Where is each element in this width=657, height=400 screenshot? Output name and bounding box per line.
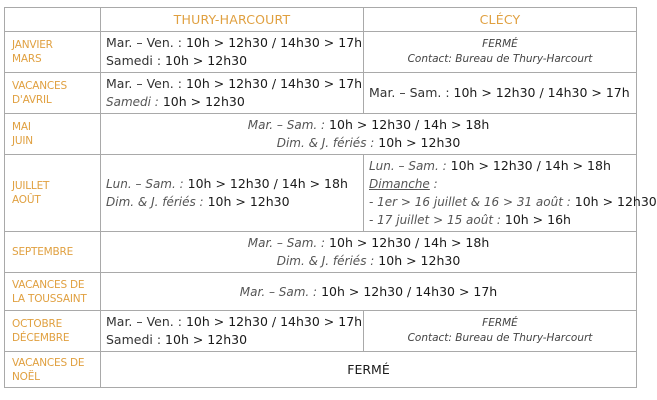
day-label: Mar. – Ven. :	[106, 76, 182, 91]
period-line: JUILLET	[12, 180, 50, 192]
day-label: Mar. – Sam. :	[247, 236, 326, 250]
hours-line	[106, 193, 358, 211]
table-row	[5, 32, 637, 73]
hours-line	[106, 93, 358, 111]
hours-line	[106, 234, 631, 252]
day-label: Mar. – Sam. :	[369, 85, 450, 100]
hours-value: 10h > 12h30	[162, 94, 245, 109]
day-label: - 1er > 16 juillet & 16 > 31 août :	[369, 195, 571, 209]
period-cell	[5, 311, 101, 352]
header-clecy: CLÉCY	[364, 8, 637, 32]
table-row	[5, 352, 637, 388]
day-label: Samedi :	[106, 332, 162, 347]
hours-line	[369, 193, 657, 211]
hours-line	[106, 34, 363, 52]
period-cell	[5, 114, 101, 155]
hours-value: 10h > 12h30 / 14h > 18h	[329, 235, 490, 250]
merged-hours-cell	[101, 232, 637, 273]
thury-hours-cell	[101, 155, 364, 232]
hours-line	[106, 331, 358, 349]
period-line: VACANCES	[12, 80, 67, 92]
hours-value: 10h > 12h30 / 14h > 18h	[450, 158, 611, 173]
table-row	[5, 311, 637, 352]
hours-line	[106, 116, 631, 134]
hours-line	[106, 283, 631, 301]
merged-hours-cell	[101, 273, 637, 311]
hours-line	[106, 313, 363, 331]
period-line: JUIN	[12, 135, 33, 147]
closed-label: FERMÉ	[482, 38, 518, 50]
hours-line	[369, 157, 631, 175]
table-row	[5, 114, 637, 155]
thury-hours-cell	[101, 311, 364, 352]
table-row	[5, 155, 637, 232]
period-line: JANVIER	[12, 39, 53, 51]
hours-line	[106, 252, 631, 270]
hours-line	[106, 52, 358, 70]
period-line: MARS	[12, 53, 42, 65]
period-line: LA TOUSSAINT	[12, 292, 87, 305]
merged-hours-cell	[101, 114, 637, 155]
hours-value: 10h > 12h30 / 14h > 18h	[329, 117, 490, 132]
sunday-colon: :	[429, 177, 438, 191]
hours-line	[106, 134, 631, 152]
period-cell	[5, 73, 101, 114]
period-line: OCTOBRE	[12, 318, 63, 330]
table-row	[5, 232, 637, 273]
period-line: SEPTEMBRE	[12, 246, 74, 258]
clecy-hours-cell	[364, 155, 657, 232]
period-cell	[5, 232, 101, 273]
day-label: - 17 juillet > 15 août :	[369, 213, 501, 227]
sunday-heading	[369, 175, 631, 193]
thury-hours-cell	[101, 73, 364, 114]
hours-line	[369, 84, 631, 102]
hours-value: 10h > 12h30 / 14h > 18h	[187, 176, 348, 191]
hours-value: 10h > 16h	[504, 212, 571, 227]
hours-value: 10h > 12h30	[574, 194, 657, 209]
day-label: Dim. & J. fériés :	[276, 254, 375, 268]
period-line: NOËL	[12, 370, 40, 383]
hours-value: 10h > 12h30	[207, 194, 290, 209]
day-label: Dim. & J. fériés :	[106, 195, 204, 209]
day-label: Mar. – Ven. :	[106, 35, 182, 50]
hours-value: 10h > 12h30 / 14h30 > 17h	[185, 314, 363, 329]
hours-value: 10h > 12h30 / 14h30 > 17h	[453, 85, 630, 100]
period-line: VACANCES DE	[12, 278, 85, 291]
period-line: D'AVRIL	[12, 94, 52, 106]
closed-merged-cell: FERMÉ	[101, 352, 637, 388]
period-cell	[5, 32, 101, 73]
opening-hours-table	[4, 7, 657, 388]
day-label: Mar. – Sam. :	[239, 284, 318, 299]
contact-note: Contact: Bureau de Thury-Harcourt	[407, 53, 593, 65]
day-label: Lun. – Sam. :	[106, 177, 184, 191]
hours-value: 10h > 12h30	[378, 135, 461, 150]
period-line: AOÛT	[12, 194, 41, 206]
day-label: Samedi :	[106, 95, 159, 109]
period-cell	[5, 155, 101, 232]
period-cell	[5, 352, 101, 388]
thury-hours-cell	[101, 32, 364, 73]
day-label: Lun. – Sam. :	[369, 159, 447, 173]
hours-line	[369, 211, 631, 229]
period-line: VACANCES DE	[12, 356, 85, 369]
day-label: Samedi :	[106, 53, 162, 68]
day-label: Dim. & J. fériés :	[276, 136, 375, 150]
header-empty-cell	[5, 8, 101, 32]
hours-value: 10h > 12h30 / 14h30 > 17h	[185, 35, 363, 50]
hours-value: 10h > 12h30	[378, 253, 461, 268]
period-line: DÉCEMBRE	[12, 332, 70, 344]
clecy-hours-cell	[364, 73, 637, 114]
header-row	[5, 8, 637, 32]
clecy-closed-cell	[364, 32, 637, 73]
day-label: Mar. – Ven. :	[106, 314, 182, 329]
hours-value: 10h > 12h30 / 14h30 > 17h	[321, 283, 498, 299]
sunday-label: Dimanche	[369, 177, 430, 191]
contact-note: Contact: Bureau de Thury-Harcourt	[407, 332, 593, 344]
period-line: MAI	[12, 121, 31, 133]
header-thury-harcourt: THURY-HARCOURT	[101, 8, 364, 32]
day-label: Mar. – Sam. :	[247, 118, 326, 132]
hours-line	[106, 175, 358, 193]
table-row	[5, 273, 637, 311]
hours-value: 10h > 12h30	[165, 332, 248, 347]
clecy-closed-cell	[364, 311, 637, 352]
period-cell	[5, 273, 101, 311]
closed-label: FERMÉ	[482, 317, 518, 329]
hours-line	[106, 75, 363, 93]
table-row	[5, 73, 637, 114]
hours-value: 10h > 12h30 / 14h30 > 17h	[185, 76, 363, 91]
hours-value: 10h > 12h30	[165, 53, 248, 68]
